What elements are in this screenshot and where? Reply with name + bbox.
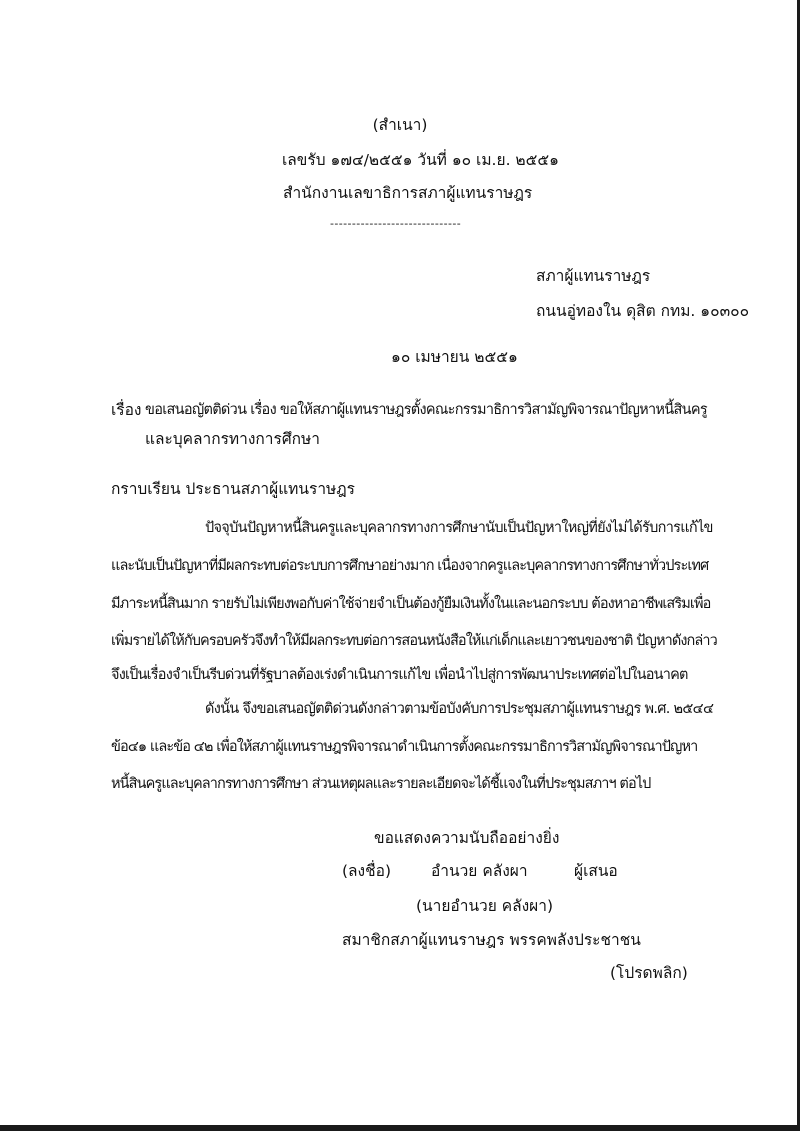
body-line: ปัจจุบันปัญหาหนี้สินครูและบุคลากรทางการศึกษานับเป็นปัญหาใหญ่ที่ยังไม่ได้รับการแก้ไข [205, 520, 713, 536]
scan-edge-bottom [0, 1125, 800, 1131]
header-separator: ------------------------------ [330, 217, 462, 230]
signer-position: สมาชิกสภาผู้แทนราษฎร พรรคพลังประชาชน [342, 931, 641, 949]
subject-line: ขอเสนอญัตติด่วน เรื่อง ขอให้สภาผู้แทนราษฎรตั้งคณะกรรมาธิการวิสามัญพิจารณาปัญหาหนี้สินครู [145, 402, 707, 418]
body-line: มีภาระหนี้สินมาก รายรับไม่เพียงพอกับค่าใช้จ่ายจำเป็นต้องกู้ยืมเงินทั้งในและนอกระบบ ต้องหาอาชีพเสริมเพื่อ [111, 596, 711, 612]
signer-name: อำนวย คลังผา [431, 862, 528, 880]
body-line: หนี้สินครูและบุคลากรทางการศึกษา ส่วนเหตุผลและรายละเอียดจะได้ชี้แจงในที่ประชุมสภาฯ ต่อไป [111, 776, 651, 792]
sender-address: ถนนอู่ทองใน ดุสิต กทม. ๑๐๓๐๐ [536, 302, 750, 320]
salutation: กราบเรียน ประธานสภาผู้แทนราษฎร [111, 480, 355, 498]
receiving-office: สำนักงานเลขาธิการสภาผู้แทนราษฎร [283, 184, 533, 202]
body-line: จึงเป็นเรื่องจำเป็นรีบด่วนที่รัฐบาลต้องเร่งดำเนินการแก้ไข เพื่อนำไปสู่การพัฒนาประเทศต่อไปในอนาคต [111, 667, 688, 683]
receipt-number: เลขรับ ๑๗๔/๒๕๕๑ วันที่ ๑๐ เม.ย. ๒๕๕๑ [282, 151, 559, 169]
copy-mark: (สำเนา) [372, 116, 428, 134]
subject-label: เรื่อง [111, 401, 142, 419]
signer-role: ผู้เสนอ [574, 862, 618, 880]
signature-label: (ลงชื่อ) [342, 862, 391, 880]
body-line: เพิ่มรายได้ให้กับครอบครัวจึงทำให้มีผลกระทบต่อการสอนหนังสือให้แก่เด็กและเยาวชนของชาติ ปัญหาดังกล่าว [111, 633, 717, 649]
body-line: ดังนั้น จึงขอเสนอญัตติด่วนดังกล่าวตามข้อบังคับการประชุมสภาผู้แทนราษฎร พ.ศ. ๒๕๔๔ [205, 701, 714, 717]
sender-name: สภาผู้แทนราษฎร [536, 267, 651, 285]
body-line: ข้อ๔๑ และข้อ ๔๒ เพื่อให้สภาผู้แทนราษฎรพิจารณาดำเนินการตั้งคณะกรรมาธิการวิสามัญพิจารณาปัญหา [111, 739, 698, 755]
signer-full-name: (นายอำนวย คลังผา) [416, 897, 554, 915]
letter-date: ๑๐ เมษายน ๒๕๕๑ [391, 348, 518, 366]
closing-regards: ขอแสดงความนับถืออย่างยิ่ง [374, 829, 560, 847]
body-line: และนับเป็นปัญหาที่มีผลกระทบต่อระบบการศึกษาอย่างมาก เนื่องจากครูและบุคลากรทางการศึกษาทั่วประเทศ [111, 558, 709, 574]
turn-page-note: (โปรดพลิก) [610, 964, 688, 982]
subject-line: และบุคลากรทางการศึกษา [145, 430, 320, 448]
